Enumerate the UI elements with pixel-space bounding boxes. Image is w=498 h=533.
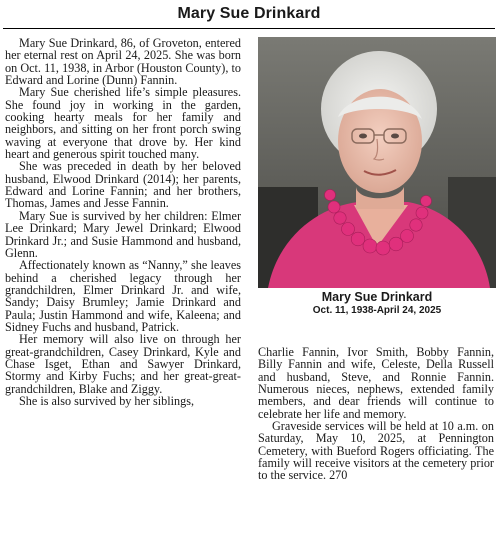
right-column <box>258 346 494 482</box>
paragraph-great-grandchildren: Her memory will also live on through her great-grandchildren, Casey Drinkard, Kyle and Chase Isget, Ethan and Sawyer Drinkard, Stormy and Kirby Fuchs; and her great-great-grandchildren, Blake and Ziggy. <box>5 332 241 396</box>
obituary-title: Mary Sue Drinkard <box>177 5 321 22</box>
portrait-illustration <box>258 37 496 288</box>
left-column <box>5 37 241 407</box>
caption-name: Mary Sue Drinkard <box>321 290 433 304</box>
paragraph-intro: Mary Sue Drinkard, 86, of Groveton, entered her eternal rest on April 24, 2025. She was born on Oct. 11, 1938, in Arbor (Houston County), to Edward and Lorine (Dunn) Fannin. <box>5 36 241 88</box>
paragraph-grandchildren: Affectionately known as “Nanny,” she leaves behind a cherished legacy through her grandchildren, Elmer Drinkard Jr. and wife, Sandy; Daisy Brumley; Jamie Drinkard and Paula; Justin Hammond and wife, Kaleena; and Sidney Fuchs and husband, Patrick. <box>5 258 241 334</box>
headline-rule <box>3 28 495 29</box>
headline-bar <box>0 0 498 30</box>
paragraph-siblings-continued: Charlie Fannin, Ivor Smith, Bobby Fannin, Billy Fannin and wife, Celeste, Della Russell and husband, Steve, and Ronnie Fannin. Numerous nieces, nephews, extended family members, and dear friends will continue to celebrate her life and memory. <box>258 345 494 421</box>
paragraph-children: Mary Sue is survived by her children: Elmer Lee Drinkard; Mary Jewel Drinkard; Elwood Drinkard Jr.; and Susie Hammond and husband, Glenn. <box>5 208 241 260</box>
portrait-photo <box>258 37 496 288</box>
paragraph-siblings-start: She is also survived by her siblings, <box>19 393 195 408</box>
paragraph-services: Graveside services will be held at 10 a.m. on Saturday, May 10, 2025, at Pennington Cemetery, with Bueford Rogers officiating. The family will receive visitors at the cemetery prior to the service. 270 <box>258 419 494 483</box>
caption-dates: Oct. 11, 1938-April 24, 2025 <box>312 305 442 316</box>
photo-caption <box>258 290 496 317</box>
paragraph-preceded: She was preceded in death by her beloved husband, Elwood Drinkard (2014); her parents, Edward and Lorine Fannin; and her brothers, Thomas, James and Jesse Fannin. <box>5 159 241 211</box>
paragraph-pleasures: Mary Sue cherished life’s simple pleasures. She found joy in working in the garden, cooking hearty meals for her family and neighbors, and sitting on her front porch swing waving at everyone that drove by. Her kind heart and generous spirit touched many. <box>5 85 241 162</box>
